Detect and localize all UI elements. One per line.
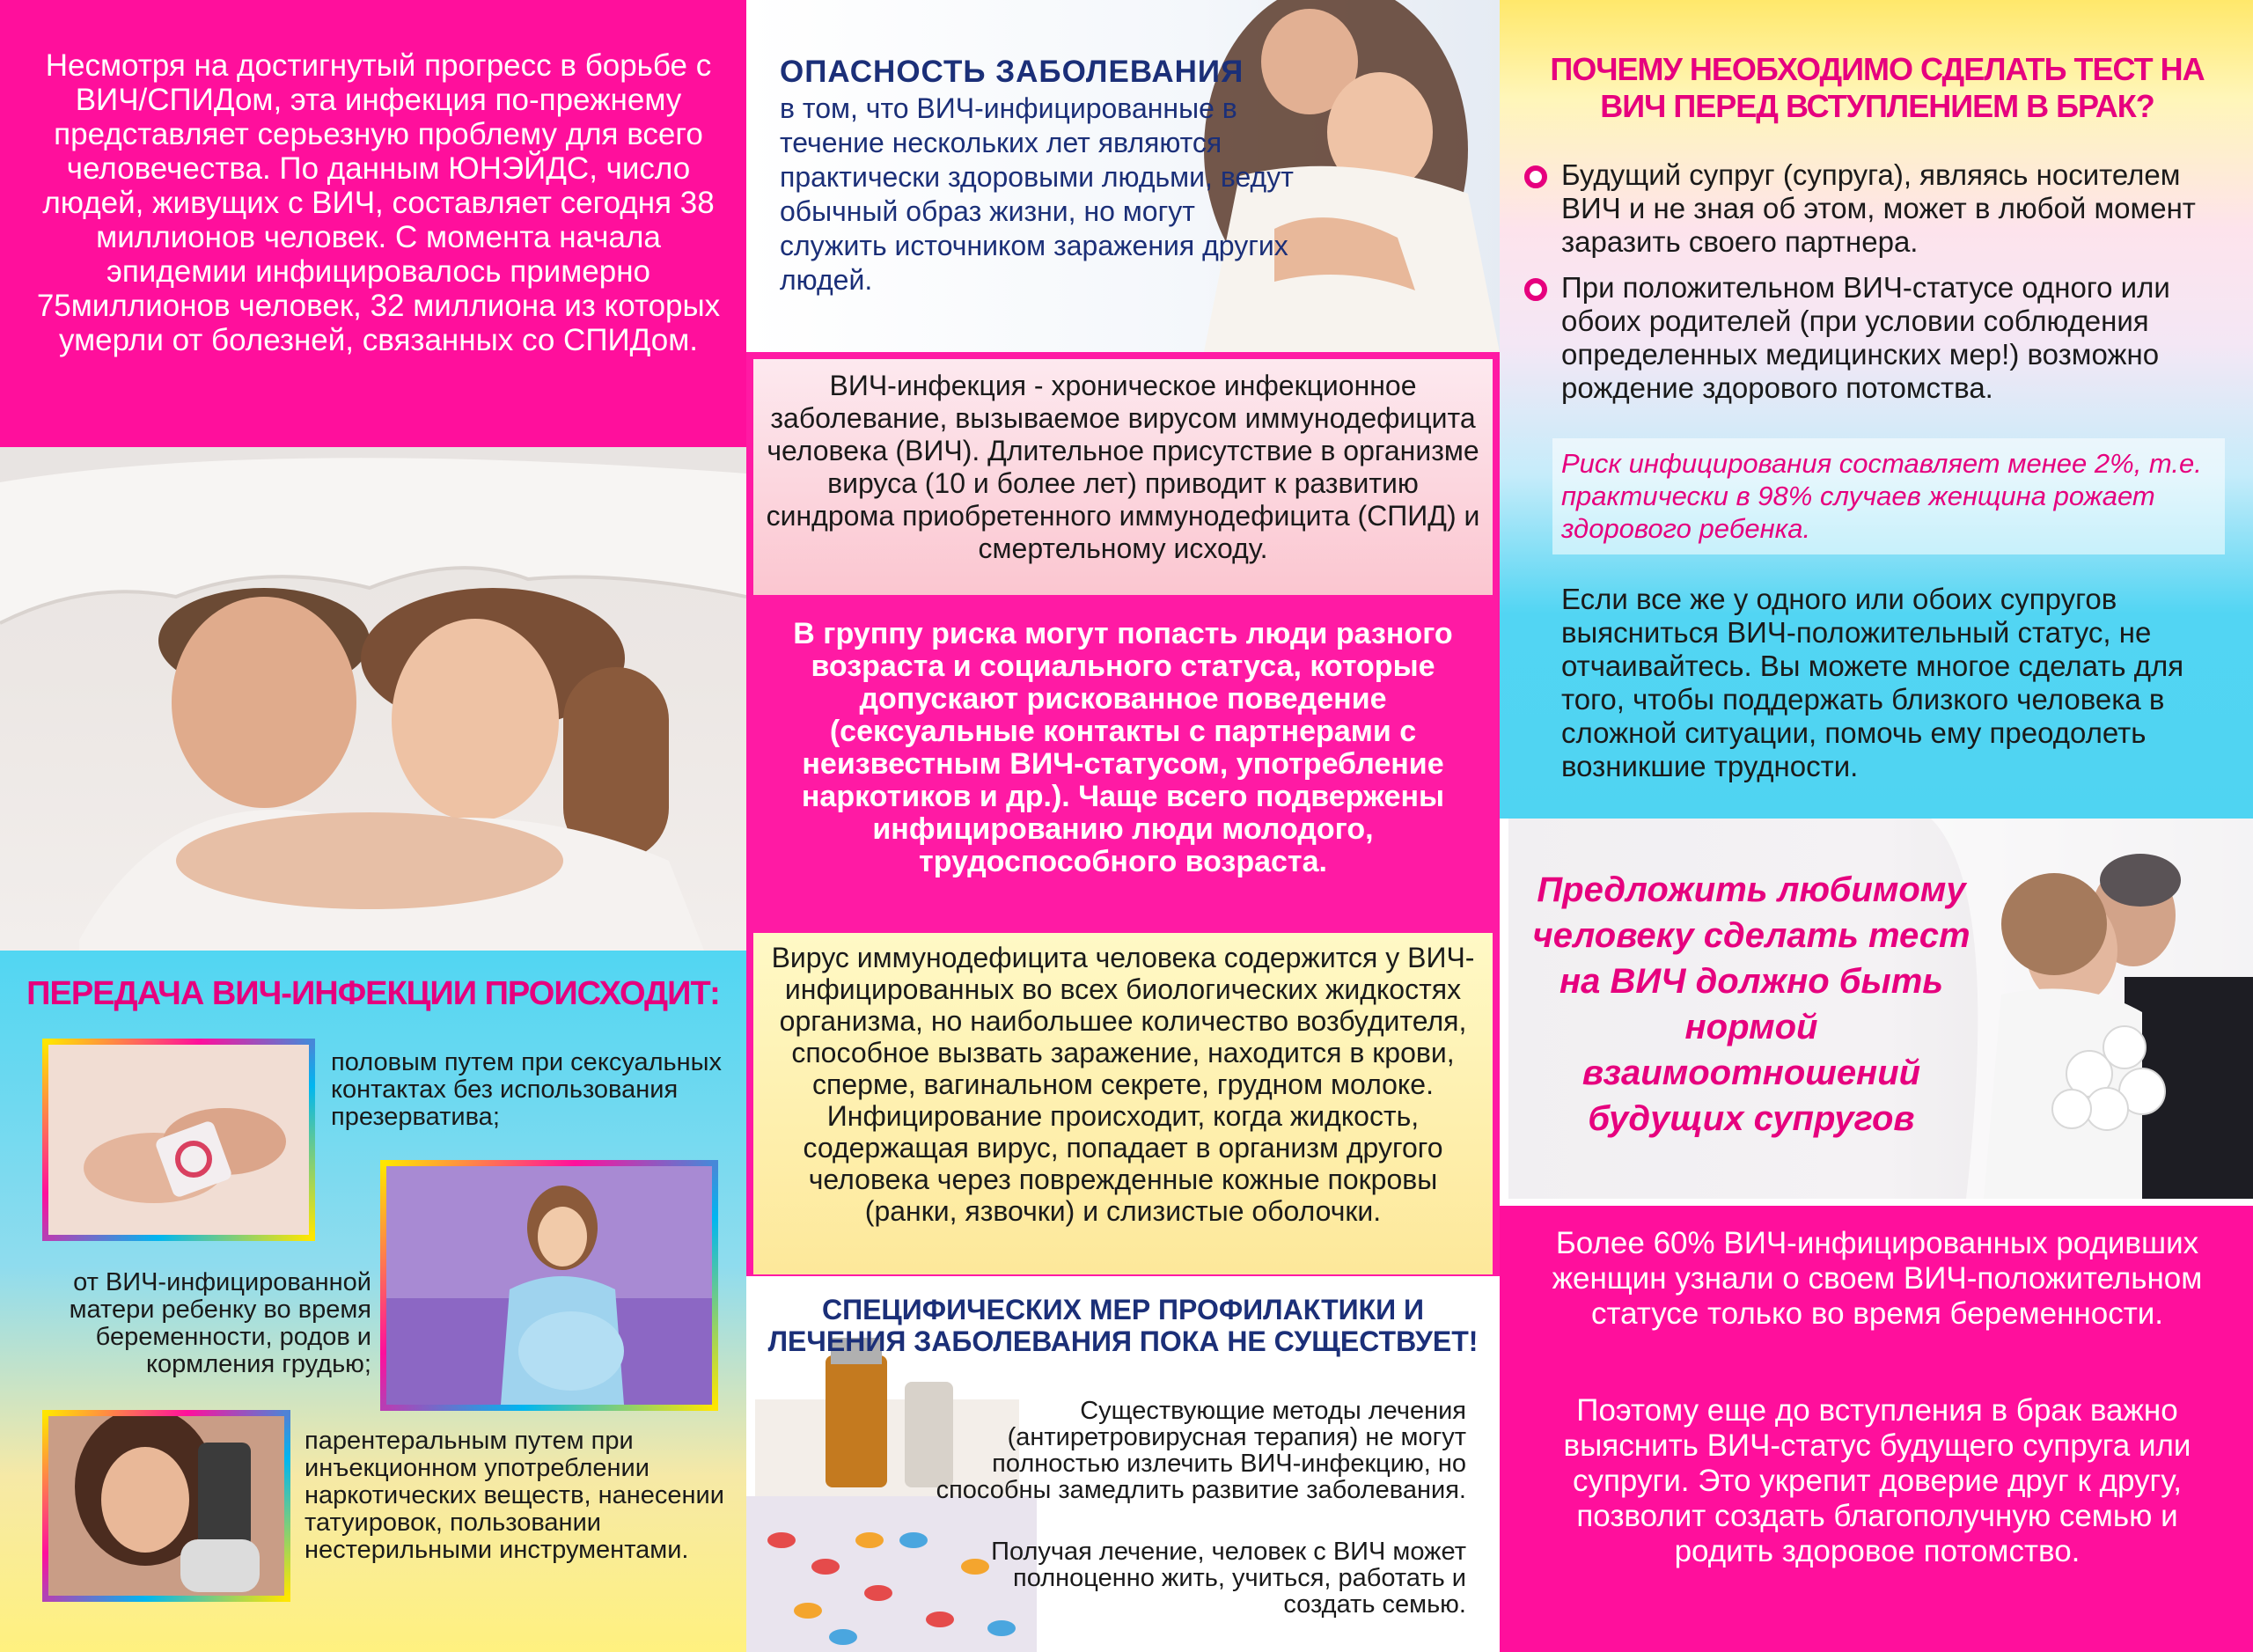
prevention-text-living: Получая лечение, человек с ВИЧ может полноценно жить, учиться, работать и создать семью. <box>991 1538 1466 1619</box>
condom-photo-icon <box>42 1039 315 1241</box>
why-bullet-carrier: Будущий супруг (супруга), являясь носителем ВИЧ и не зная об этом, может в любой момент заразить своего партнера. <box>1561 158 2196 258</box>
statistics-text: Более 60% ВИЧ-инфицированных родивших женщин узнали о своем ВИЧ-положительном статусе только во время беременности. <box>1552 1226 2203 1331</box>
support-text: Если все же у одного или обоих супругов выясниться ВИЧ-положительный статус, не отчаивайтесь. Вы можете многое сделать для того, чтобы поддержать близкого человека в сложной ситуации, помочь ему преодолеть возникшие трудности. <box>1561 583 2184 782</box>
pregnant-woman-photo-icon <box>380 1160 718 1411</box>
risk-percent-text: Риск инфицирования составляет менее 2%, т.е. практически в 98% случаев женщина рожает здорового ребенка. <box>1561 448 2202 544</box>
wedding-slogan: Предложить любимому человеку сделать тест на ВИЧ должно быть нормой взаимоотношений будущих супругов <box>1532 870 1970 1138</box>
transmission-item-parenteral: парентеральным путем при инъекционном употреблении наркотических веществ, нанесении татуировок, пользовании нестерильными инструментами. <box>305 1427 724 1564</box>
transmission-item-sexual: половым путем при сексуальных контактах без использования презерватива; <box>331 1048 723 1131</box>
danger-text: в том, что ВИЧ-инфицированные в течение нескольких лет являются практически здоровыми людьми, ведут обычный образ жизни, но могут служить источником заражения других людей. <box>780 92 1294 296</box>
danger-title: ОПАСНОСТЬ ЗАБОЛЕВАНИЯ <box>780 55 1244 89</box>
why-test-title: ПОЧЕМУ НЕОБХОДИМО СДЕЛАТЬ ТЕСТ НА ВИЧ ПЕРЕД ВСТУПЛЕНИЕМ В БРАК? <box>1550 51 2205 124</box>
why-bullet-offspring: При положительном ВИЧ-статусе одного или обоих родителей (при условии соблюдения определенных медицинских мер!) возможно рождение здорового потомства. <box>1561 271 2170 404</box>
couple-under-blanket-photo-icon <box>0 447 746 951</box>
column-divider <box>746 0 753 1652</box>
prevention-title: СПЕЦИФИЧЕСКИХ МЕР ПРОФИЛАКТИКИ И ЛЕЧЕНИЯ ЗАБОЛЕВАНИЯ ПОКА НЕ СУЩЕСТВУЕТ! <box>767 1294 1479 1357</box>
intro-paragraph: Несмотря на достигнутый прогресс в борьбе с ВИЧ/СПИДом, эта инфекция по-прежнему представляет серьезную проблему для всего человечества. По данным ЮНЭЙДС, число людей, живущих с ВИЧ, составляет сегодня 38 миллионов человек. С момента начала эпидемии инфицировалось примерно 75миллионов человек, 32 миллиона из которых умерли от болезней, связанных со СПИДом. <box>36 48 721 357</box>
tattoo-photo-icon <box>42 1410 290 1602</box>
transmission-item-mother: от ВИЧ-инфицированной матери ребенку во время беременности, родов и кормления грудью; <box>69 1268 371 1378</box>
advice-text: Поэтому еще до вступления в брак важно выяснить ВИЧ-статус будущего супруга или супруги. Это укрепит доверие друг к другу, позволит создать благополучную семью и родить здоровое потомство. <box>1563 1393 2191 1568</box>
bullet-icon <box>1524 165 1547 188</box>
bullet-icon <box>1524 278 1547 301</box>
transmission-title: ПЕРЕДАЧА ВИЧ-ИНФЕКЦИИ ПРОИСХОДИТ: <box>26 975 720 1012</box>
definition-text: ВИЧ-инфекция - хроническое инфекционное заболевание, вызываемое вирусом иммунодефицита человека (ВИЧ). Длительное присутствие в организме вируса (10 и более лет) приводит к развитию синдрома приобретенного иммунодефицита (СПИД) и смертельному исходу. <box>766 370 1480 564</box>
prevention-text-treatment: Существующие методы лечения (антиретровирусная терапия) не могут полностью излечить ВИЧ-инфекцию, но способны замедлить развитие заболевания. <box>936 1397 1466 1504</box>
virus-text: Вирус иммунодефицита человека содержится у ВИЧ-инфицированных во всех биологических жидкостях организма, но наибольшее количество возбудителя, способное вызвать заражение, находится в крови, сперме, вагинальном секрете, грудном молоке. Инфицирование происходит, когда жидкость, содержащая вирус, попадает в организм другого человека через поврежденные кожные покровы (ранки, язвочки) и слизистые оболочки. <box>771 942 1475 1227</box>
risk-group-text: В группу риска могут попасть люди разного возраста и социального статуса, которые допускают рискованное поведение (сексуальные контакты с партнерами с неизвестным ВИЧ-статусом, употребление наркотиков и др.). Чаще всего подвержены инфицированию люди молодого, трудоспособного возраста. <box>793 617 1453 878</box>
